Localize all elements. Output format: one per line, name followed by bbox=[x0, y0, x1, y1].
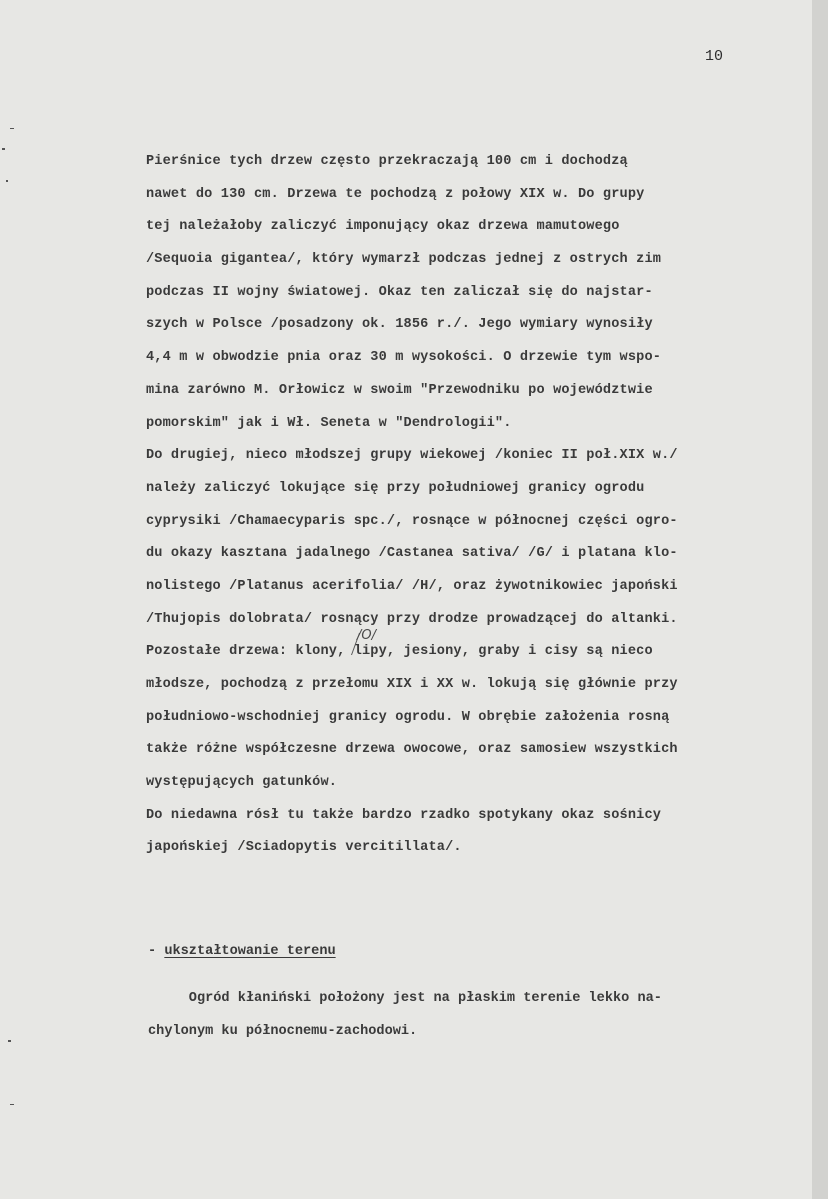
text-line: 4,4 m w obwodzie pnia oraz 30 m wysokości. O drzewie tym wspo- bbox=[146, 350, 662, 366]
text-line: japońskiej /Sciadopytis vercitillata/. bbox=[146, 840, 462, 856]
text-line: /Sequoia gigantea/, który wymarzł podczas jednej z ostrych zim bbox=[146, 252, 662, 268]
text-line: /Thujopis dolobrata/ rosnący przy drodze prowadzącej do altanki. bbox=[146, 611, 678, 627]
text-line: nawet do 130 cm. Drzewa te pochodzą z połowy XIX w. Do grupy bbox=[146, 186, 645, 202]
text-line: mina zarówno M. Orłowicz w swoim "Przewodniku po województwie bbox=[146, 382, 653, 398]
scan-mark bbox=[6, 180, 8, 182]
scan-mark bbox=[8, 1040, 11, 1042]
handwritten-note: /O/ bbox=[357, 628, 376, 643]
body-paragraph bbox=[146, 146, 822, 865]
body-paragraph-2 bbox=[148, 982, 824, 1047]
text-line: cyprysiki /Chamaecyparis spc./, rosnące w północnej części ogro- bbox=[146, 513, 678, 529]
section-title: ukształtowanie terenu bbox=[164, 944, 336, 959]
scan-mark bbox=[10, 1104, 14, 1105]
text-line: Do drugiej, nieco młodszej grupy wiekowej /koniec II poł.XIX w./ bbox=[146, 448, 678, 464]
text-line: szych w Polsce /posadzony ok. 1856 r./. Jego wymiary wynosiły bbox=[146, 317, 653, 333]
page-number: 10 bbox=[705, 48, 724, 65]
text-line: chylonym ku północnemu-zachodowi. bbox=[148, 1023, 418, 1039]
text-line: południowo-wschodniej granicy ogrodu. W obrębie założenia rosną bbox=[146, 709, 670, 725]
scan-mark bbox=[10, 128, 14, 129]
text-line: nolistego /Platanus acerifolia/ /H/, oraz żywotnikowiec japoński bbox=[146, 578, 678, 594]
text-line: podczas II wojny światowej. Okaz ten zaliczał się do najstar- bbox=[146, 284, 653, 300]
scan-edge bbox=[812, 0, 828, 1199]
text-line: Pierśnice tych drzew często przekraczają 100 cm i dochodzą bbox=[146, 154, 628, 169]
text-line: występujących gatunków. bbox=[146, 775, 338, 791]
text-line: pomorskim" jak i Wł. Seneta w "Dendrologii". bbox=[146, 415, 512, 431]
text-line: tej należałoby zaliczyć imponujący okaz drzewa mamutowego bbox=[146, 219, 620, 235]
text-line: należy zaliczyć lokujące się przy południowej granicy ogrodu bbox=[146, 480, 645, 496]
text-line: du okazy kasztana jadalnego /Castanea sativa/ /G/ i platana klo- bbox=[146, 546, 678, 562]
text-line: Ogród kłaniński położony jest na płaskim terenie lekko na- bbox=[148, 991, 662, 1006]
text-line: młodsze, pochodzą z przełomu XIX i XX w. lokują się głównie przy bbox=[146, 677, 678, 692]
text-line: także różne współczesne drzewa owocowe, oraz samosiew wszystkich bbox=[146, 742, 678, 758]
text-line: Pozostałe drzewa: klony, lipy, jesiony, graby i cisy są nieco bbox=[146, 644, 653, 660]
text-line: Do niedawna rósł tu także bardzo rzadko spotykany okaz sośnicy bbox=[146, 807, 662, 823]
section-dash: - bbox=[148, 944, 165, 959]
section-heading bbox=[148, 944, 336, 959]
scan-mark bbox=[2, 148, 5, 150]
